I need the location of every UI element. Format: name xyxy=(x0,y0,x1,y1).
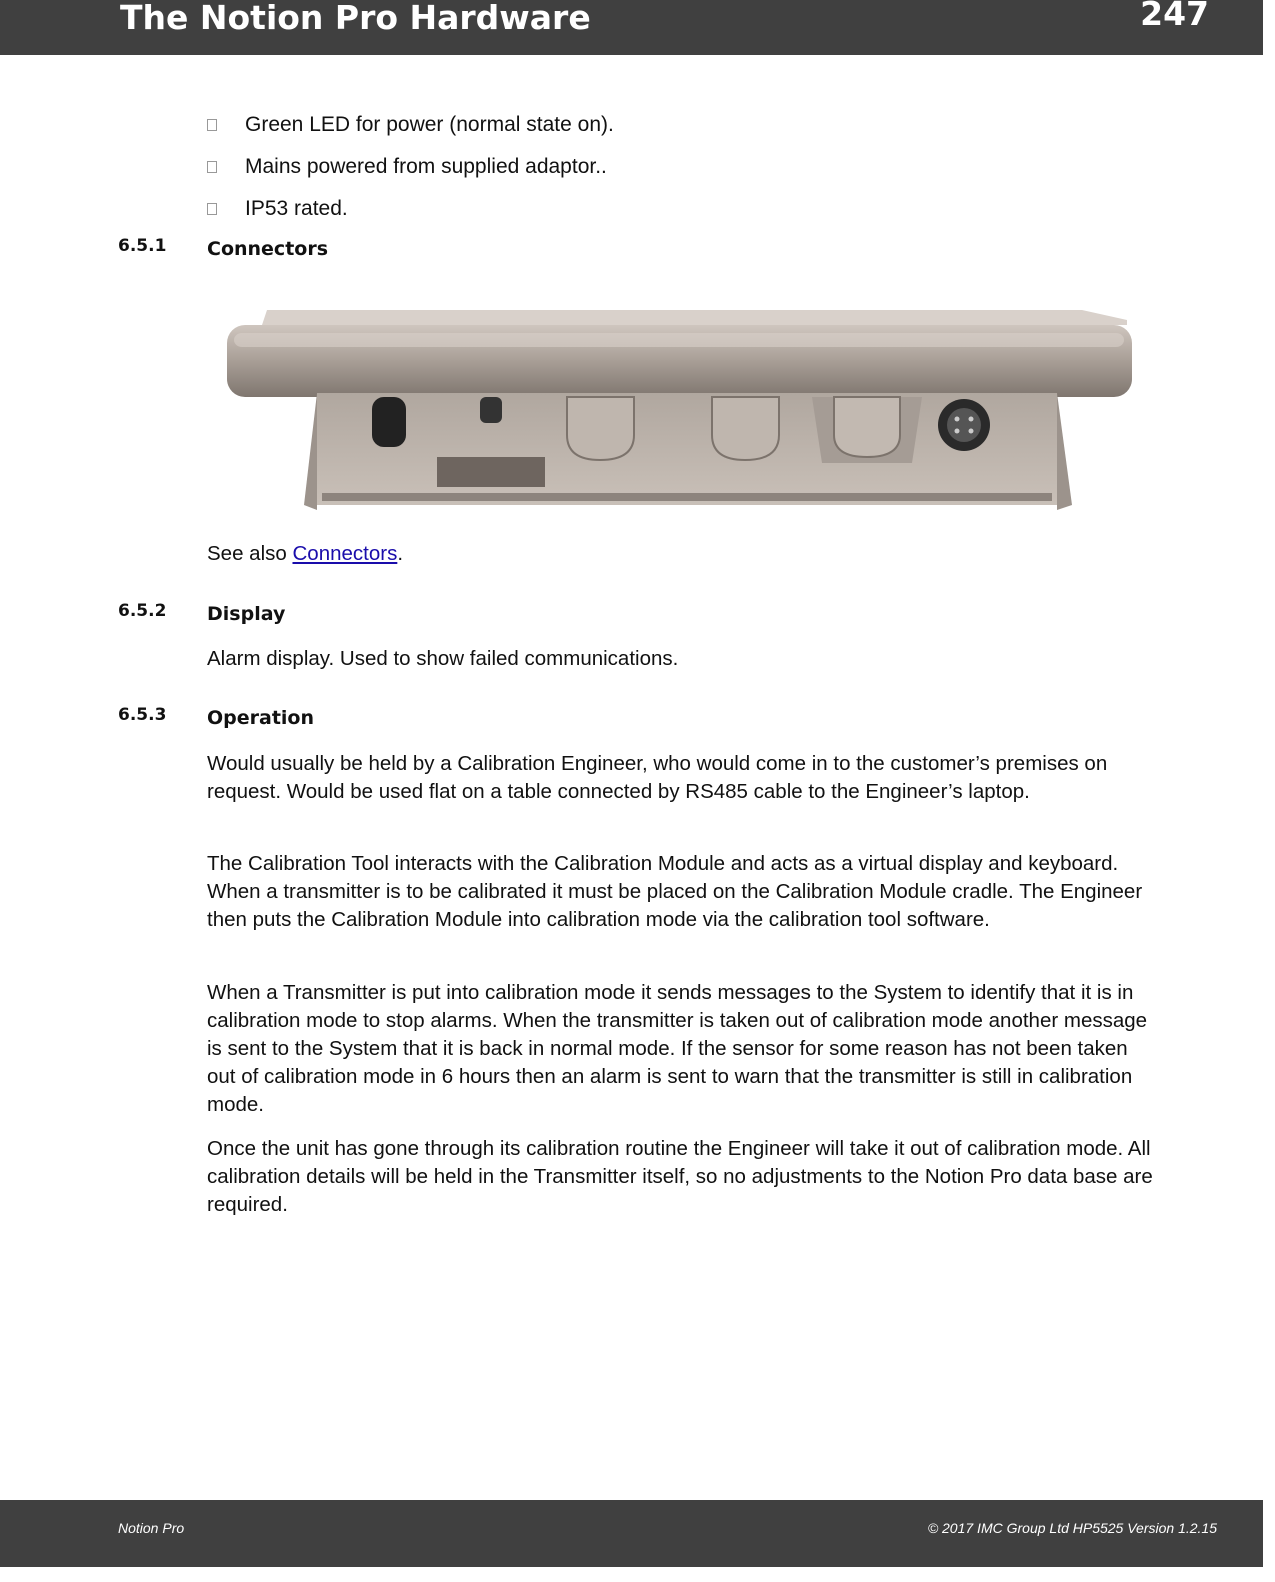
operation-paragraph: When a Transmitter is put into calibration mode it sends messages to the System to identify that it is in calibration mode to stop alarms. When the transmitter is taken out of calibration mode another message is sent to the System that it is back in normal mode. If the sensor for some reason has not been taken out of calibration mode in 6 hours then an alarm is sent to warn that the transmitter is still in calibration mode. xyxy=(207,981,1148,1116)
section-number: 6.5.2 xyxy=(118,601,167,621)
connectors-link[interactable]: Connectors xyxy=(292,542,398,565)
bullet-icon xyxy=(207,119,217,131)
bullet-text: IP53 rated. xyxy=(245,197,348,220)
page-header xyxy=(0,0,1263,55)
feature-list xyxy=(207,104,614,230)
operation-paragraph: The Calibration Tool interacts with the Calibration Module and acts as a virtual display and keyboard. When a transmitter is to be calibrated it must be placed on the Calibration Module cradle. The Engineer then puts the Calibration Module into calibration mode via the calibration tool software. xyxy=(207,852,1143,931)
footer-copyright: © 2017 IMC Group Ltd HP5525 Version 1.2.15 xyxy=(927,1520,1217,1536)
bullet-icon xyxy=(207,203,217,215)
section-title: Operation xyxy=(207,707,315,729)
bullet-text: Mains powered from supplied adaptor.. xyxy=(245,155,607,178)
page-footer xyxy=(0,1500,1263,1567)
list-item xyxy=(207,188,614,230)
list-item xyxy=(207,146,614,188)
page-number: 247 xyxy=(1140,0,1209,33)
operation-paragraph: Would usually be held by a Calibration Engineer, who would come in to the customer’s premises on request. Would be used flat on a table connected by RS485 cable to the Engineer’s laptop. xyxy=(207,752,1108,803)
bullet-icon xyxy=(207,161,217,173)
device-connectors-image xyxy=(222,285,1142,520)
see-also-paragraph xyxy=(207,540,1157,568)
list-item xyxy=(207,104,614,146)
section-title: Display xyxy=(207,603,286,625)
section-number: 6.5.1 xyxy=(118,236,167,256)
section-number: 6.5.3 xyxy=(118,705,167,725)
section-title: Connectors xyxy=(207,238,329,260)
display-text: Alarm display. Used to show failed communications. xyxy=(207,647,679,670)
see-also-prefix: See also xyxy=(207,542,293,565)
footer-product: Notion Pro xyxy=(118,1520,185,1536)
header-title: The Notion Pro Hardware xyxy=(120,0,591,37)
operation-paragraph: Once the unit has gone through its calibration routine the Engineer will take it out of calibration mode. All calibration details will be held in the Transmitter itself, so no adjustments to the Notion Pro data base are required. xyxy=(207,1137,1153,1216)
see-also-suffix: . xyxy=(397,542,404,565)
bullet-text: Green LED for power (normal state on). xyxy=(245,113,614,136)
